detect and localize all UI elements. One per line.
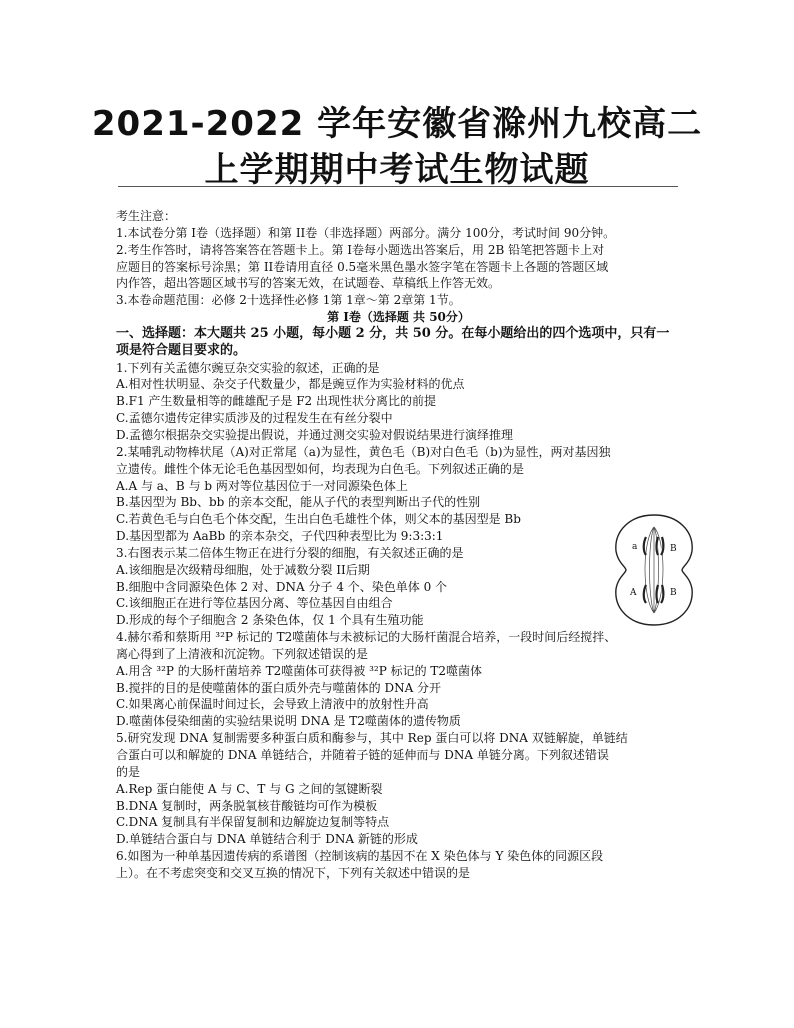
option-d: D.单链结合蛋白与 DNA 单链结合利于 DNA 新链的形成 xyxy=(116,832,418,847)
question-5 xyxy=(116,730,681,848)
option-d: D.基因型都为 AaBb 的亲本杂交，子代四种表型比为 9:3:3:1 xyxy=(116,529,444,544)
question-stem: 的是 xyxy=(116,764,141,779)
page-title-line1: 2021-2022 学年安徽省滁州九校高二 xyxy=(91,104,703,144)
question-stem: 5.研究发现 DNA 复制需要多种蛋白质和酶参与，其中 Rep 蛋白可以将 DNA 双链解旋，单链结 xyxy=(116,731,628,746)
option-c: C.DNA 复制具有半保留复制和边解旋边复制等特点 xyxy=(116,815,390,830)
cell-division-figure xyxy=(612,511,696,629)
option-c: C.若黄色毛与白色毛个体交配，生出白色毛雄性个体，则父本的基因型是 Bb xyxy=(116,512,521,527)
section-heading: 第 I卷（选择题 共 50分） xyxy=(327,310,470,325)
question-stem: 2.某哺乳动物棒状尾（A)对正常尾（a)为显性，黄色毛（B)对白色毛（b)为显性，两对基因独 xyxy=(116,444,611,459)
question-stem: 离心得到了上清液和沉淀物。下列叙述错误的是 xyxy=(116,646,369,661)
title-divider xyxy=(118,186,678,187)
option-d: D.孟德尔根据杂交实验提出假说，并通过测交实验对假说结果进行演绎推理 xyxy=(116,427,514,442)
section-intro: 项是符合题目要求的。 xyxy=(116,342,247,358)
question-stem: 1.下列有关孟德尔豌豆杂交实验的叙述，正确的是 xyxy=(116,360,380,375)
option-d: D.形成的每个子细胞含 2 条染色体，仅 1 个具有生殖功能 xyxy=(116,613,424,628)
option-b: B.细胞中含同源染色体 2 对、DNA 分子 4 个、染色单体 0 个 xyxy=(116,579,448,594)
option-c: C.孟德尔遗传定律实质涉及的过程发生在有丝分裂中 xyxy=(116,411,393,426)
option-a: A.用含 ³²P 的大肠杆菌培养 T2噬菌体可获得被 ³²P 标记的 T2噬菌体 xyxy=(116,663,483,678)
option-c: C.该细胞正在进行等位基因分离、等位基因自由组合 xyxy=(116,596,393,611)
question-6 xyxy=(116,848,681,882)
option-b: B.基因型为 Bb、bb 的亲本交配，能从子代的表型判断出子代的性别 xyxy=(116,495,481,510)
question-stem: 合蛋白可以和解旋的 DNA 单链结合，并随着子链的延伸而与 DNA 单链分离。下列叙述错误 xyxy=(116,748,609,762)
spindle-fibers xyxy=(645,527,663,613)
question-3 xyxy=(116,545,681,629)
document-body xyxy=(116,208,681,882)
question-stem: 立遗传。雌性个体无论毛色基因型如何，均表现为白色毛。下列叙述正确的是 xyxy=(116,461,525,476)
option-b: B.F1 产生数量相等的雌雄配子是 F2 出现性状分离比的前提 xyxy=(116,394,437,409)
label-lower-left: A xyxy=(630,588,637,598)
notice-line: 应题目的答案标号涂黑；第 II卷请用直径 0.5毫米黑色墨水签字笔在答题卡上各题的答题区域 xyxy=(116,259,609,274)
option-d: D.噬菌体侵染细菌的实验结果说明 DNA 是 T2噬菌体的遗传物质 xyxy=(116,714,461,729)
notice-line: 2.考生作答时，请将答案答在答题卡上。第 I卷每小题选出答案后，用 2B 铅笔把答题卡上对 xyxy=(116,242,605,257)
option-b: B.搅拌的目的是使噬菌体的蛋白质外壳与噬菌体的 DNA 分开 xyxy=(116,680,442,695)
section-intro: 一、选择题：本大题共 25 小题，每小题 2 分，共 50 分。在每小题给出的四个选项中，只有一 xyxy=(116,325,670,341)
question-stem: 4.赫尔希和蔡斯用 ³²P 标记的 T2噬菌体与未被标记的大肠杆菌混合培养，一段时间后经搅拌、 xyxy=(116,630,617,645)
question-stem: 上）。在不考虑突变和交叉互换的情况下，下列有关叙述中错误的是 xyxy=(116,865,471,880)
notice-line: 1.本试卷分第 I卷（选择题）和第 II卷（非选择题）两部分。满分 100分，考试时间 90分钟。 xyxy=(116,225,616,240)
label-lower-right: B xyxy=(670,588,677,598)
label-upper-left: a xyxy=(632,542,638,552)
question-stem: 6.如图为一种单基因遗传病的系谱图（控制该病的基因不在 X 染色体与 Y 染色体的同源区段 xyxy=(116,849,604,864)
option-b: B.DNA 复制时，两条脱氧核苷酸链均可作为模板 xyxy=(116,798,378,813)
chromosomes-bottom xyxy=(644,585,664,603)
question-4 xyxy=(116,629,681,730)
question-stem: 3.右图表示某二倍体生物正在进行分裂的细胞，有关叙述正确的是 xyxy=(116,545,464,560)
page-title-line2: 上学期期中考试生物试题 xyxy=(204,150,590,190)
notice-line: 3.本卷命题范围：必修 2十选择性必修 1第 1章～第 2章第 1节。 xyxy=(116,293,461,308)
cell-division-diagram xyxy=(612,511,696,629)
notice-line: 内作答，超出答题区域书写的答案无效，在试题卷、草稿纸上作答无效。 xyxy=(116,276,501,291)
question-1 xyxy=(116,360,681,444)
question-2 xyxy=(116,444,681,545)
label-upper-right: B xyxy=(670,544,677,554)
option-a: A.Rep 蛋白能使 A 与 C、T 与 G 之间的氢键断裂 xyxy=(116,781,383,796)
notice-heading: 考生注意： xyxy=(116,209,177,223)
option-a: A.A 与 a、B 与 b 两对等位基因位于一对同源染色体上 xyxy=(116,478,408,493)
option-a: A.相对性状明显、杂交子代数量少，都是豌豆作为实验材料的优点 xyxy=(116,377,465,392)
option-c: C.如果离心前保温时间过长，会导致上清液中的放射性升高 xyxy=(116,697,429,712)
option-a: A.该细胞是次级精母细胞，处于减数分裂 II后期 xyxy=(116,562,370,577)
